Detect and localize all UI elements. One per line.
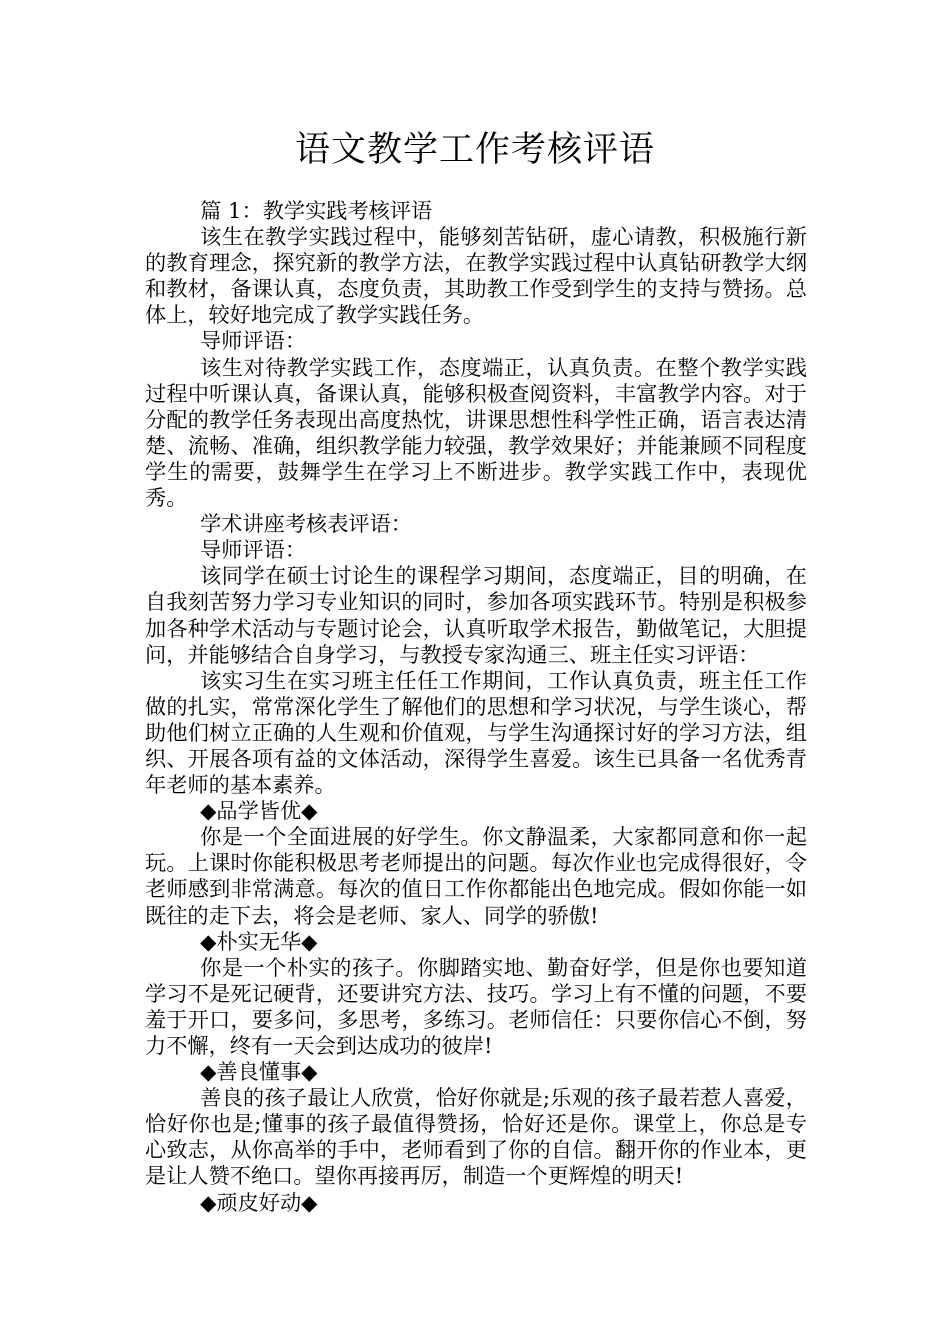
subheading-simple: ◆朴实无华◆ [200,928,318,954]
subheading-lively: ◆顽皮好动◆ [200,1189,318,1215]
section-heading-teaching-practice: 篇 1：教学实践考核评语 [200,198,433,223]
document-title: 语文教学工作考核评语 [294,130,655,170]
paragraph-teaching-practice: 该生在教学实践过程中，能够刻苦钻研，虚心请教，积极施行新的教育理念，探究新的教学方法，在教学实践过程中认真钻研教学大纲和教材，备课认真，态度负责，其助教工作受到学生的支持与赞扬。总体上，较好地完成了教学实践任务。 [145,224,807,328]
document-body [145,198,807,1216]
label-mentor-comment: 导师评语： [200,537,307,563]
paragraph-mentor-comment: 该生对待教学实践工作，态度端正，认真负责。在整个教学实践过程中听课认真，备课认真，能够积极查阅资料，丰富教学内容。对于分配的教学任务表现出高度热忱，讲课思想性科学性正确，语言表达清楚、流畅、准确，组织教学能力较强，教学效果好；并能兼顾不同程度学生的需要，鼓舞学生在学习上不断进步。教学实践工作中，表现优秀。 [145,354,807,511]
subheading-excellent: ◆品学皆优◆ [200,798,318,824]
paragraph-kind: 善良的孩子最让人欣赏，恰好你就是;乐观的孩子最若惹人喜爱，恰好你也是;懂事的孩子最值得赞扬，恰好还是你。课堂上，你总是专心致志，从你高举的手中，老师看到了你的自信。翻开你的作业本，更是让人赞不绝口。望你再接再厉，制造一个更辉煌的明天! [145,1085,807,1189]
paragraph-lecture-comment: 该同学在硕士讨论生的课程学习期间，态度端正，目的明确，在自我刻苦努力学习专业知识的同时，参加各项实践环节。特别是积极参加各种学术活动与专题讨论会，认真听取学术报告，勤做笔记，大胆提问，并能够结合自身学习，与教授专家沟通三、班主任实习评语： [145,563,807,667]
subheading-kind: ◆善良懂事◆ [200,1059,318,1085]
section-heading-lecture: 学术讲座考核表评语： [200,511,412,537]
label-mentor-comment: 导师评语： [200,328,307,354]
paragraph-excellent: 你是一个全面进展的好学生。你文静温柔，大家都同意和你一起玩。上课时你能积极思考老师提出的问题。每次作业也完成得很好，令老师感到非常满意。每次的值日工作你都能出色地完成。假如你能一如既往的走下去，将会是老师、家人、同学的骄傲! [145,824,807,928]
paragraph-class-teacher-internship: 该实习生在实习班主任任工作期间，工作认真负责，班主任工作做的扎实，常常深化学生了解他们的思想和学习状况，与学生谈心，帮助他们树立正确的人生观和价值观，与学生沟通探讨好的学习方法，组织、开展各项有益的文体活动，深得学生喜爱。该生已具备一名优秀青年老师的基本素养。 [145,667,807,798]
paragraph-simple: 你是一个朴实的孩子。你脚踏实地、勤奋好学，但是你也要知道学习不是死记硬背，还要讲究方法、技巧。学习上有不懂的问题，不要羞于开口，要多问，多思考，多练习。老师信任：只要你信心不倒，努力不懈，终有一天会到达成功的彼岸! [145,954,807,1058]
